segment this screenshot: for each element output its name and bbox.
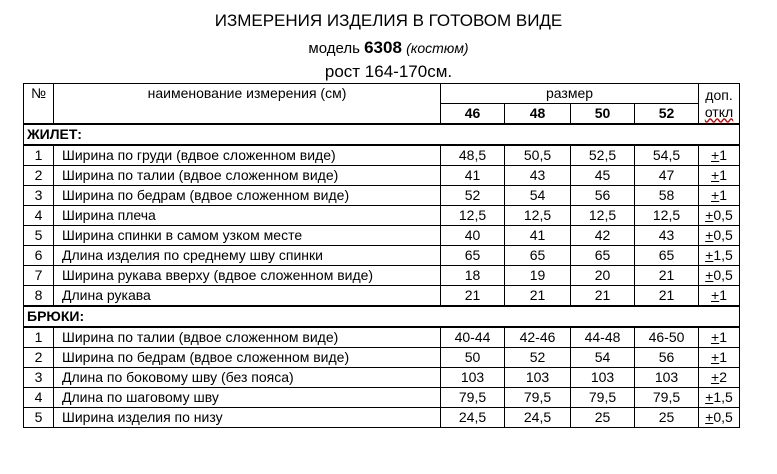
- measurement-value: 103: [635, 368, 699, 388]
- measurement-name: Длина по боковому шву (без пояса): [54, 368, 441, 388]
- measurement-value: 50,5: [505, 145, 571, 166]
- row-number: 8: [24, 286, 54, 307]
- tolerance-sign: +: [705, 227, 714, 243]
- row-number: 1: [24, 145, 54, 166]
- measurement-value: 21: [571, 286, 635, 307]
- row-number: 3: [24, 186, 54, 206]
- measurement-value: 47: [635, 166, 699, 186]
- measurement-value: 21: [441, 286, 505, 307]
- measurement-value: 58: [635, 186, 699, 206]
- measurement-value: 54: [505, 186, 571, 206]
- row-number: 5: [24, 408, 54, 428]
- measurement-name: Ширина по бедрам (вдвое сложенном виде): [54, 186, 441, 206]
- tolerance-number: 0,5: [713, 267, 733, 283]
- measurement-value: 19: [505, 266, 571, 286]
- size-48-header: 48: [505, 104, 571, 125]
- tolerance-value: [699, 408, 740, 428]
- table-row: [24, 286, 740, 307]
- col-size-header: размер: [441, 84, 699, 104]
- measurement-name: Ширина изделия по низу: [54, 408, 441, 428]
- measurement-value: 65: [571, 246, 635, 266]
- measurement-value: 21: [635, 286, 699, 307]
- row-number: 2: [24, 166, 54, 186]
- measurement-value: 12,5: [441, 206, 505, 226]
- table-row: [24, 388, 740, 408]
- row-number: 6: [24, 246, 54, 266]
- measurement-value: 25: [571, 408, 635, 428]
- measurement-value: 52: [441, 186, 505, 206]
- row-number: 4: [24, 388, 54, 408]
- tolerance-number: 0,5: [713, 227, 733, 243]
- measurement-value: 40-44: [441, 327, 505, 348]
- col-tolerance-header: [699, 84, 740, 125]
- measurement-name: Длина по шаговому шву: [54, 388, 441, 408]
- tolerance-number: 1: [719, 187, 727, 203]
- model-line: [0, 38, 777, 58]
- table-row: [24, 266, 740, 286]
- measurement-value: 103: [571, 368, 635, 388]
- measurement-value: 20: [571, 266, 635, 286]
- tolerance-value: [699, 286, 740, 307]
- measurement-name: Ширина спинки в самом узком месте: [54, 226, 441, 246]
- row-number: 4: [24, 206, 54, 226]
- tolerance-sign: +: [711, 187, 720, 203]
- tolerance-sign: +: [705, 207, 714, 223]
- measurement-value: 54,5: [635, 145, 699, 166]
- tolerance-number: 1: [719, 287, 727, 303]
- measurement-value: 24,5: [505, 408, 571, 428]
- measurement-value: 18: [441, 266, 505, 286]
- measurement-value: 103: [505, 368, 571, 388]
- measurement-value: 48,5: [441, 145, 505, 166]
- tolerance-header-line2: откл: [704, 103, 734, 120]
- row-number: 7: [24, 266, 54, 286]
- tolerance-sign: +: [705, 247, 714, 263]
- tolerance-value: [699, 348, 740, 368]
- model-type: (костюм): [406, 40, 469, 56]
- measurement-value: 12,5: [571, 206, 635, 226]
- table-row: [24, 327, 740, 348]
- tolerance-number: 1: [719, 147, 727, 163]
- measurement-value: 79,5: [441, 388, 505, 408]
- col-name-header: наименование измерения (см): [54, 84, 441, 125]
- measurement-value: 43: [635, 226, 699, 246]
- tolerance-sign: +: [711, 167, 720, 183]
- section-header-row: [24, 306, 740, 327]
- tolerance-value: [699, 166, 740, 186]
- measurement-value: 56: [571, 186, 635, 206]
- measurement-value: 45: [571, 166, 635, 186]
- size-46-header: 46: [441, 104, 505, 125]
- measurement-name: Ширина рукава вверху (вдвое сложенном виде): [54, 266, 441, 286]
- tolerance-value: [699, 226, 740, 246]
- tolerance-number: 1,5: [713, 247, 733, 263]
- model-label: модель: [308, 40, 360, 57]
- tolerance-sign: +: [711, 329, 720, 345]
- col-no-header: №: [24, 84, 54, 125]
- measurement-value: 12,5: [635, 206, 699, 226]
- tolerance-number: 1: [719, 167, 727, 183]
- tolerance-sign: +: [705, 389, 714, 405]
- tolerance-number: 1,5: [713, 389, 733, 405]
- size-52-header: 52: [635, 104, 699, 125]
- measurement-value: 79,5: [635, 388, 699, 408]
- tolerance-number: 1: [719, 349, 727, 365]
- measurement-name: Длина изделия по среднему шву спинки: [54, 246, 441, 266]
- header-row: [24, 84, 740, 104]
- section-title: ЖИЛЕТ:: [24, 124, 740, 145]
- measurement-value: 42-46: [505, 327, 571, 348]
- tolerance-value: [699, 266, 740, 286]
- measurement-value: 103: [441, 368, 505, 388]
- table-row: [24, 145, 740, 166]
- measurement-name: Ширина по талии (вдвое сложенном виде): [54, 166, 441, 186]
- tolerance-number: 2: [719, 369, 727, 385]
- measurement-value: 65: [635, 246, 699, 266]
- tolerance-number: 1: [719, 329, 727, 345]
- tolerance-value: [699, 186, 740, 206]
- row-number: 1: [24, 327, 54, 348]
- document-title: ИЗМЕРЕНИЯ ИЗДЕЛИЯ В ГОТОВОМ ВИДЕ: [214, 11, 563, 30]
- tolerance-sign: +: [705, 267, 714, 283]
- measurement-value: 25: [635, 408, 699, 428]
- section-header-row: [24, 124, 740, 145]
- tolerance-number: 0,5: [713, 409, 733, 425]
- measurement-value: 21: [635, 266, 699, 286]
- row-number: 3: [24, 368, 54, 388]
- table-row: [24, 246, 740, 266]
- measurement-value: 41: [505, 226, 571, 246]
- tolerance-value: [699, 145, 740, 166]
- measurement-value: 52,5: [571, 145, 635, 166]
- tolerance-number: 0,5: [713, 207, 733, 223]
- table-row: [24, 166, 740, 186]
- measurement-value: 24,5: [441, 408, 505, 428]
- section-title: БРЮКИ:: [24, 306, 740, 327]
- measurement-value: 43: [505, 166, 571, 186]
- table-row: [24, 408, 740, 428]
- measurement-name: Ширина плеча: [54, 206, 441, 226]
- tolerance-value: [699, 206, 740, 226]
- measurements-table: [23, 83, 740, 428]
- table-row: [24, 226, 740, 246]
- table-row: [24, 368, 740, 388]
- measurement-value: 54: [571, 348, 635, 368]
- measurement-value: 56: [635, 348, 699, 368]
- tolerance-sign: +: [711, 349, 720, 365]
- measurement-value: 52: [505, 348, 571, 368]
- tolerance-sign: +: [711, 147, 720, 163]
- tolerance-value: [699, 388, 740, 408]
- measurement-value: 79,5: [505, 388, 571, 408]
- measurement-value: 46-50: [635, 327, 699, 348]
- measurement-value: 50: [441, 348, 505, 368]
- measurement-value: 42: [571, 226, 635, 246]
- model-number: 6308: [364, 38, 402, 57]
- table-row: [24, 206, 740, 226]
- tolerance-value: [699, 246, 740, 266]
- measurement-value: 21: [505, 286, 571, 307]
- row-number: 2: [24, 348, 54, 368]
- measurement-value: 79,5: [571, 388, 635, 408]
- tolerance-value: [699, 368, 740, 388]
- tolerance-sign: +: [711, 369, 720, 385]
- row-number: 5: [24, 226, 54, 246]
- tolerance-sign: +: [711, 287, 720, 303]
- size-50-header: 50: [571, 104, 635, 125]
- measurement-name: Ширина по бедрам (вдвое сложенном виде): [54, 348, 441, 368]
- tolerance-value: [699, 327, 740, 348]
- tolerance-header-line1: доп.: [705, 86, 733, 103]
- height-range: рост 164-170см.: [324, 62, 453, 81]
- measurement-value: 65: [505, 246, 571, 266]
- measurement-value: 44-48: [571, 327, 635, 348]
- measurement-value: 12,5: [505, 206, 571, 226]
- tolerance-sign: +: [705, 409, 714, 425]
- measurement-name: Ширина по талии (вдвое сложенном виде): [54, 327, 441, 348]
- table-row: [24, 186, 740, 206]
- table-row: [24, 348, 740, 368]
- measurement-value: 41: [441, 166, 505, 186]
- measurement-name: Длина рукава: [54, 286, 441, 307]
- measurement-value: 40: [441, 226, 505, 246]
- measurement-name: Ширина по груди (вдвое сложенном виде): [54, 145, 441, 166]
- measurement-value: 65: [441, 246, 505, 266]
